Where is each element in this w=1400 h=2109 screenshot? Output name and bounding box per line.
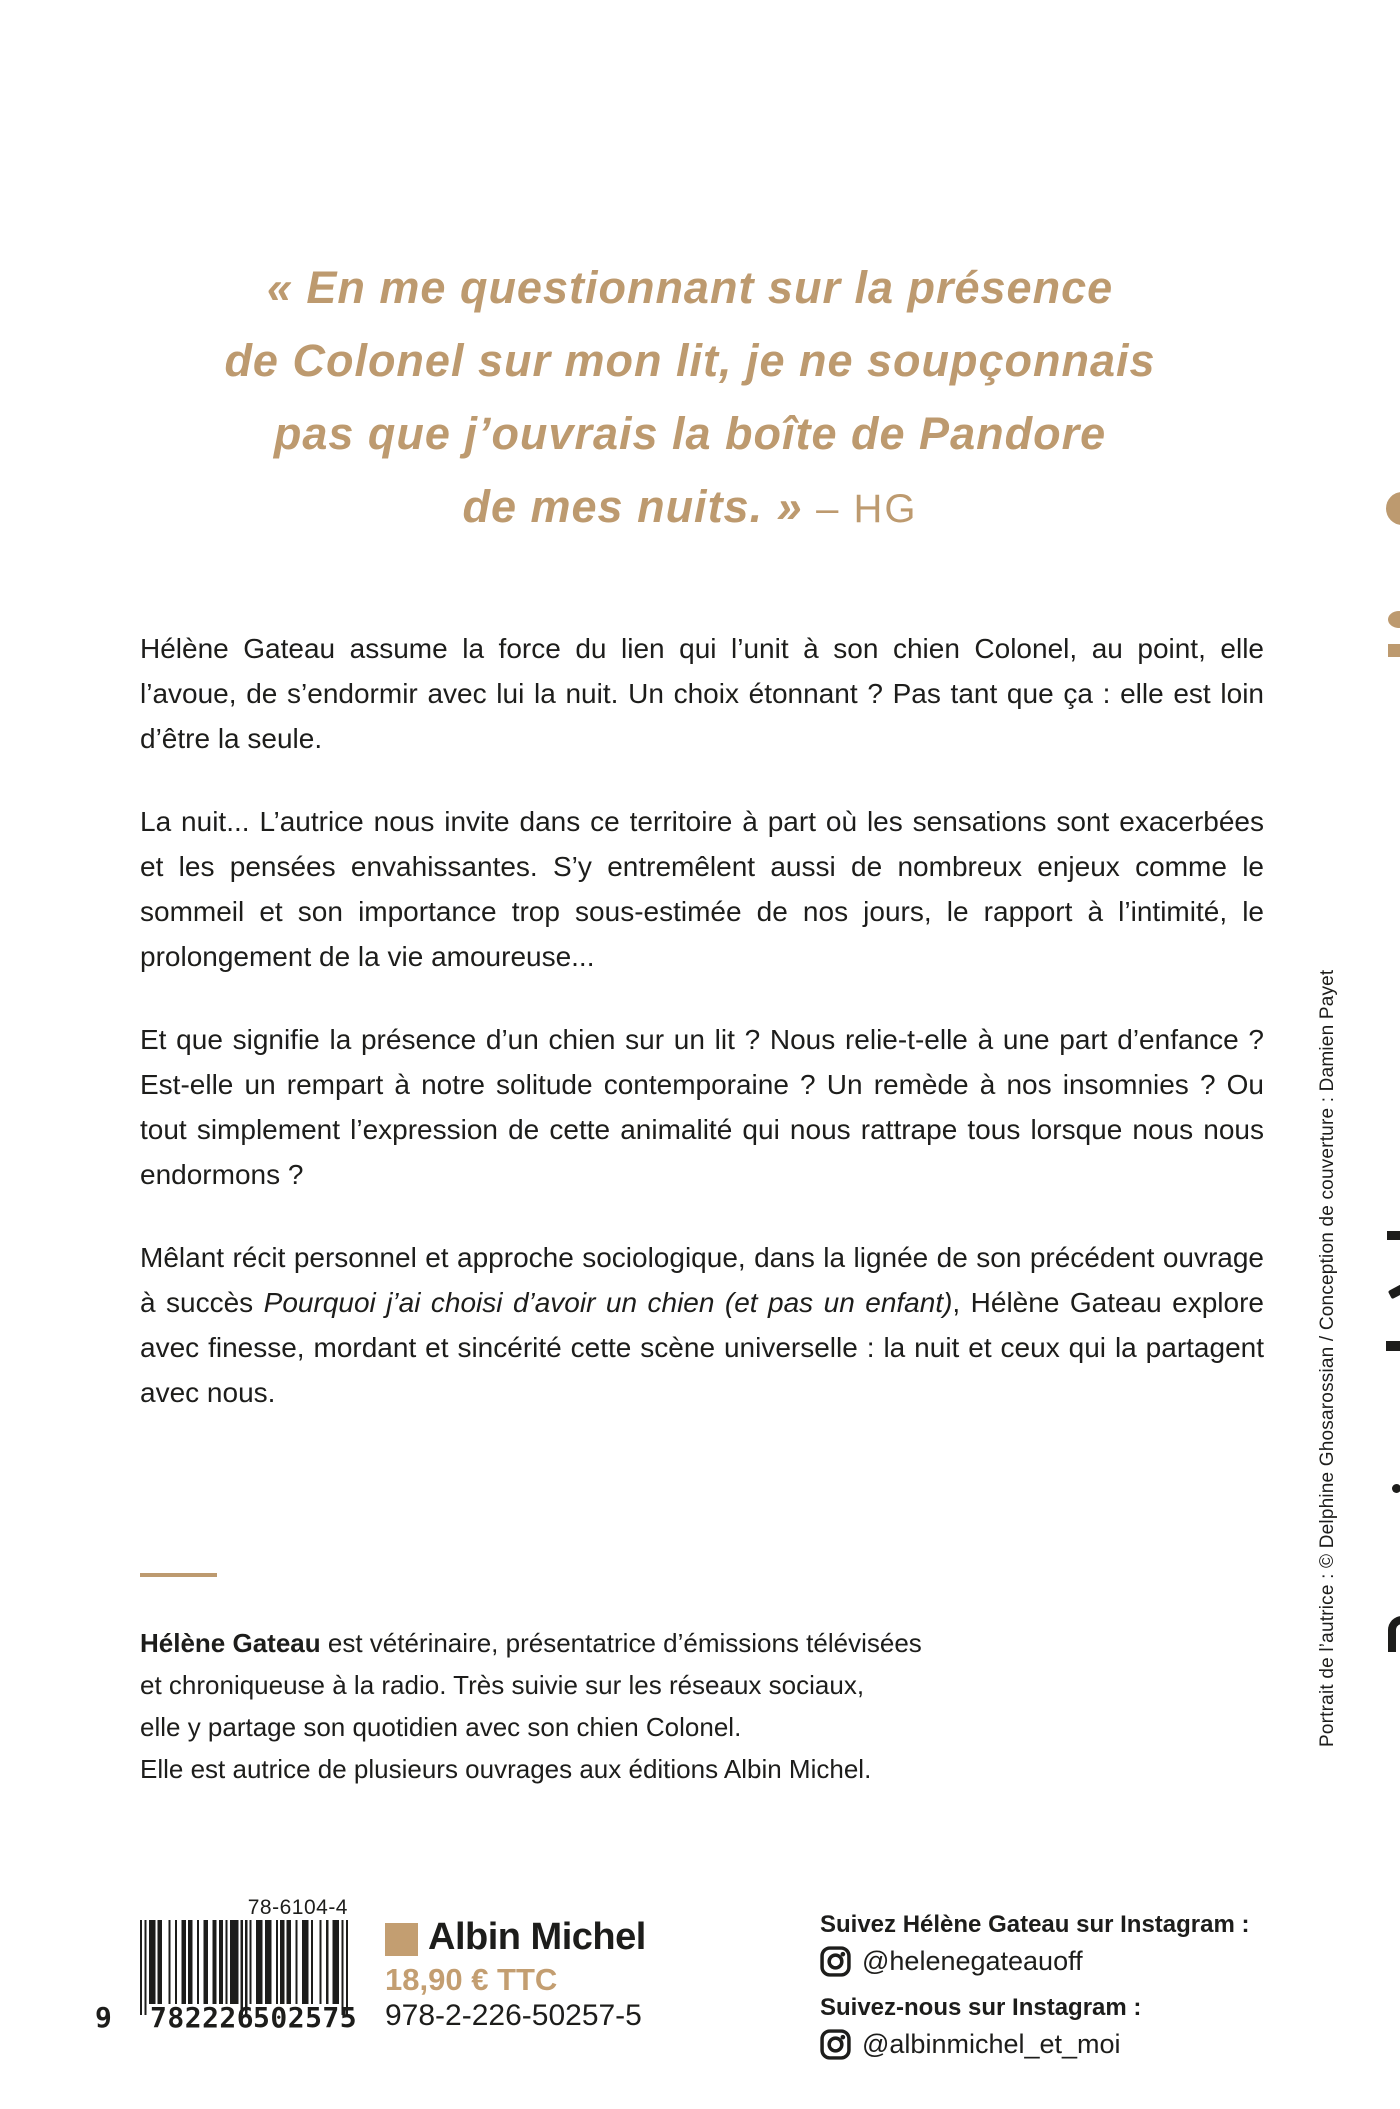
spine-glyph-fragment-diagonal xyxy=(1388,1284,1400,1299)
social-block xyxy=(820,1911,1249,2077)
quote-attribution: – HG xyxy=(816,487,918,531)
author-name: Hélène Gateau xyxy=(140,1628,321,1658)
pull-quote-line: « En me questionnant sur la présence xyxy=(266,262,1114,313)
photo-credit-vertical: Portrait de l’autrice : © Delphine Ghosarossian / Conception de couverture : Damien Payet xyxy=(1317,969,1338,1747)
spine-glyph-fragment-dot xyxy=(1392,1484,1400,1493)
pull-quote-line-end: de mes nuits. » xyxy=(462,481,803,532)
follow-publisher-label: Suivez-nous sur Instagram : xyxy=(820,1994,1142,2021)
spine-glyph-fragment-rect xyxy=(1388,644,1400,657)
synopsis-paragraph-4 xyxy=(140,1235,1264,1415)
bio-line xyxy=(140,1622,922,1664)
divider-rule xyxy=(140,1573,217,1577)
spine-glyph-fragment-arch xyxy=(1388,1616,1400,1652)
publisher-instagram-handle: @albinmichel_et_moi xyxy=(862,2029,1121,2059)
publisher-name: Albin Michel xyxy=(428,1916,646,1958)
spine-glyph-fragment-dash xyxy=(1386,1341,1400,1351)
bio-line: Elle est autrice de plusieurs ouvrages aux éditions Albin Michel. xyxy=(140,1754,872,1784)
instagram-icon xyxy=(820,1946,851,1977)
follow-author-label: Suivez Hélène Gateau sur Instagram : xyxy=(820,1911,1250,1938)
spine-glyph-fragment-dash xyxy=(1387,1231,1400,1240)
spine-glyph-fragment-circle xyxy=(1386,492,1400,525)
price: 18,90 € TTC xyxy=(385,1962,558,1997)
publisher-logo-square xyxy=(385,1923,418,1956)
ean-right-group: 502575 xyxy=(253,2001,358,2034)
pull-quote-line: de Colonel sur mon lit, je ne soupçonnais xyxy=(224,335,1156,386)
pull-quote xyxy=(140,251,1240,546)
publisher-instagram-row xyxy=(820,2029,1249,2060)
bio-line: elle y partage son quotidien avec son chien Colonel. xyxy=(140,1712,742,1742)
synopsis xyxy=(140,626,1264,1453)
bio-line: et chroniqueuse à la radio. Très suivie sur les réseaux sociaux, xyxy=(140,1670,865,1700)
synopsis-paragraph-3: Et que signifie la présence d’un chien sur un lit ? Nous relie-t-elle à une part d’enfance ? Est-elle un rempart à notre solitude contemporaine ? Un remède à nos insomnies ? Ou tout simplement l’expression de cette animalité qui nous rattrape tous lorsque nous nous endormons ? xyxy=(140,1024,1264,1190)
synopsis-p4-text-end: , Hélène Gateau explore avec finesse, mordant et sincérité cette scène universelle : la nuit et ceux qui la partagent avec nous. xyxy=(140,1287,1265,1408)
pull-quote-line: pas que j’ouvrais la boîte de Pandore xyxy=(273,408,1107,459)
synopsis-paragraph-2: La nuit... L’autrice nous invite dans ce territoire à part où les sensations sont exacerbées et les pensées envahissantes. S’y entremêlent aussi de nombreux enjeux comme le sommeil et son importance trop sous-estimée de nos jours, le rapport à l’intimité, le prolongement de la vie amoureuse... xyxy=(140,806,1264,972)
pull-quote-line xyxy=(140,470,1240,546)
author-instagram-handle: @helenegateauoff xyxy=(862,1946,1083,1976)
print-code: 78-6104-4 xyxy=(247,1896,348,1919)
synopsis-p4-text: Mêlant récit personnel et approche sociologique, dans la lignée de son précédent ouvrage à succès xyxy=(140,1242,1264,1318)
previous-book-title: Pourquoi j’ai choisi d’avoir un chien (et pas un enfant) xyxy=(263,1287,953,1318)
author-instagram-row xyxy=(820,1946,1249,1977)
author-bio xyxy=(140,1622,922,1790)
instagram-icon xyxy=(820,2029,851,2060)
isbn: 978-2-226-50257-5 xyxy=(385,1999,642,2032)
ean-left-group: 782226 xyxy=(150,2001,255,2034)
bio-line-text: est vétérinaire, présentatrice d’émissions télévisées xyxy=(320,1628,922,1658)
synopsis-paragraph-1: Hélène Gateau assume la force du lien qui l’unit à son chien Colonel, au point, elle l’avoue, de s’endormir avec lui la nuit. Un choix étonnant ? Pas tant que ça : elle est loin d’être la seule. xyxy=(140,633,1264,754)
ean-first-digit: 9 xyxy=(95,2001,112,2034)
spine-glyph-fragment-oval xyxy=(1388,611,1400,628)
